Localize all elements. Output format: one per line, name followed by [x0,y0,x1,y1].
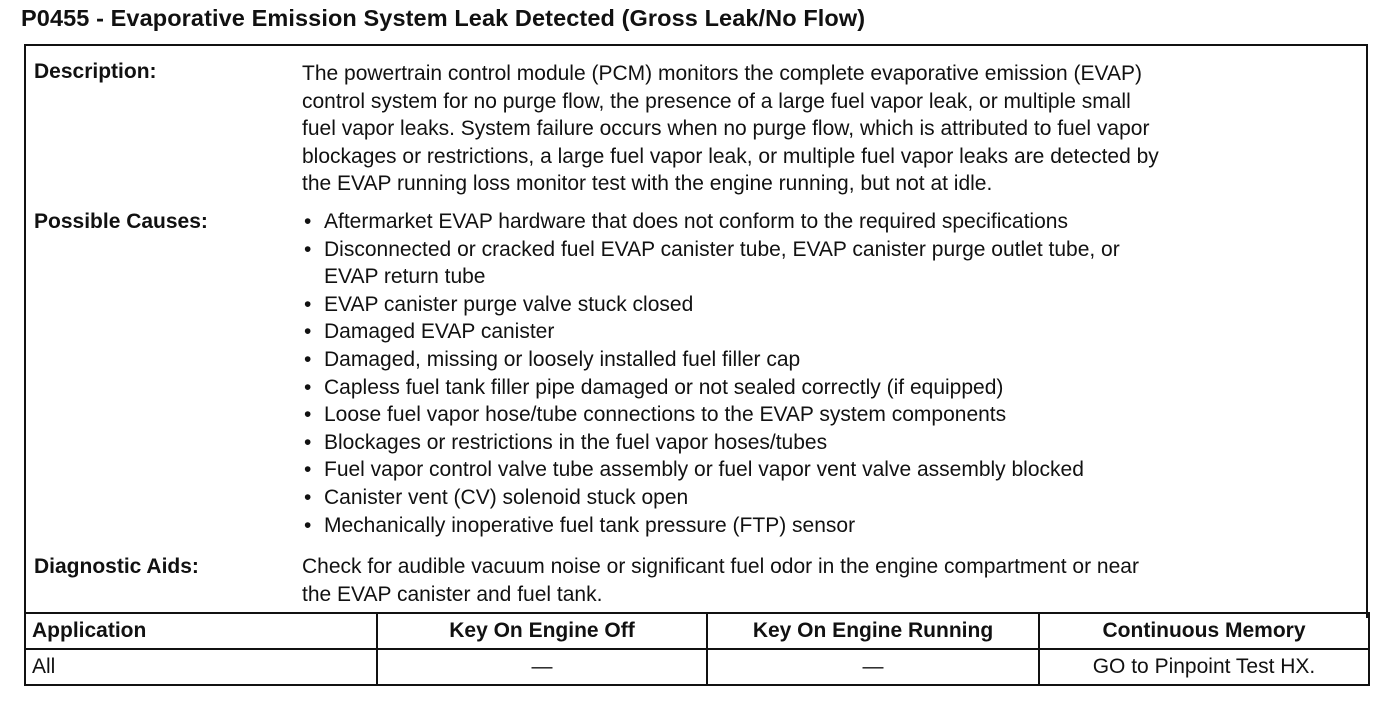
description-line: the EVAP running loss monitor test with the engine running, but not at idle. [302,172,993,196]
description-line: fuel vapor leaks. System failure occurs when no purge flow, which is attributed to fuel vapor [302,117,1150,141]
column-header-continuous-memory: Continuous Memory [1039,613,1369,649]
list-item: • Mechanically inoperative fuel tank pressure (FTP) sensor [302,512,1120,540]
list-item: • Disconnected or cracked fuel EVAP canister tube, EVAP canister purge outlet tube, or EVAP return tube [304,237,1120,289]
diagnostic-aids-line: the EVAP canister and fuel tank. [302,582,603,606]
list-item: • Damaged EVAP canister [302,318,1120,346]
list-item: • Canister vent (CV) solenoid stuck open [302,484,1120,512]
table-row [25,649,1369,685]
possible-causes-label: Possible Causes: [34,210,208,233]
diagnostic-aids-label: Diagnostic Aids: [34,555,199,578]
list-item: • Capless fuel tank filler pipe damaged or not sealed correctly (if equipped) [302,374,1120,402]
bullet-icon: • [304,210,312,233]
list-item: • Blockages or restrictions in the fuel vapor hoses/tubes [302,429,1120,457]
list-item: • Damaged, missing or loosely installed fuel filler cap [302,346,1120,374]
bullet-icon: • [304,513,312,537]
koer-cell: — [707,649,1039,685]
list-item: • EVAP canister purge valve stuck closed [302,291,1120,319]
bullet-icon: • [304,237,312,261]
page-title: P0455 - Evaporative Emission System Leak Detected (Gross Leak/No Flow) [21,5,866,31]
application-cell: All [25,649,377,685]
description-label: Description: [34,60,157,83]
description-text [302,60,1159,198]
koeo-cell: — [377,649,707,685]
column-header-koer: Key On Engine Running [707,613,1039,649]
description-line: blockages or restrictions, a large fuel vapor leak, or multiple fuel vapor leaks are detected by [302,144,1159,168]
description-line: control system for no purge flow, the presence of a large fuel vapor leak, or multiple small [302,89,1131,113]
list-item: • Loose fuel vapor hose/tube connections to the EVAP system components [302,401,1120,429]
test-table [24,612,1370,686]
info-box [24,44,1368,618]
bullet-icon: • [304,347,312,371]
diagnostic-aids-line: Check for audible vacuum noise or significant fuel odor in the engine compartment or near [302,555,1139,578]
diagnostic-aids-text [302,553,1139,608]
column-header-koeo: Key On Engine Off [377,613,707,649]
continuous-memory-cell: GO to Pinpoint Test HX. [1039,649,1369,685]
possible-causes-list [302,208,1120,539]
table-header-row [25,613,1369,649]
bullet-icon: • [304,485,312,509]
bullet-icon: • [304,403,312,427]
description-line: The powertrain control module (PCM) monitors the complete evaporative emission (EVAP) [302,62,1142,85]
bullet-icon: • [304,292,312,316]
list-item: • Aftermarket EVAP hardware that does not conform to the required specifications [302,208,1120,236]
column-header-application: Application [25,613,377,649]
bullet-icon: • [304,320,312,344]
bullet-icon: • [304,375,312,399]
bullet-icon: • [304,430,312,454]
bullet-icon: • [304,458,312,482]
list-item: • Fuel vapor control valve tube assembly or fuel vapor vent valve assembly blocked [302,456,1120,484]
